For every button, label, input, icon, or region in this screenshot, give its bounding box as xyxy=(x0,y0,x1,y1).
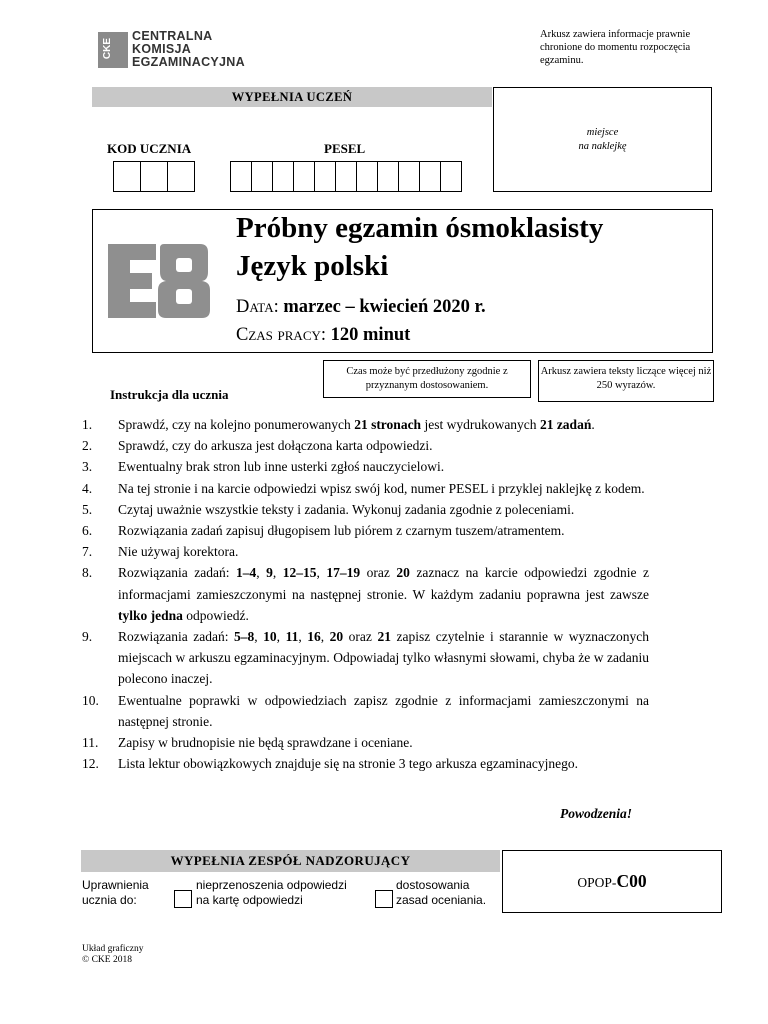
instruction-item xyxy=(82,541,649,562)
exam-title: Próbny egzamin ósmoklasisty xyxy=(236,212,604,244)
instruction-number: 12. xyxy=(82,756,99,772)
instruction-item xyxy=(82,690,649,732)
pesel-digit-box[interactable] xyxy=(251,161,273,192)
cke-logo-mark: CKE xyxy=(98,32,128,68)
instruction-text: Ewentualne poprawki w odpowiedziach zapisz zgodnie z informacjami zamieszczonymi na następnej stronie. xyxy=(118,692,649,729)
instruction-number: 3. xyxy=(82,459,93,475)
pesel-label: PESEL xyxy=(324,141,366,156)
instruction-text: Nie używaj korektora. xyxy=(118,544,239,560)
instruction-item xyxy=(82,456,649,477)
instruction-text: Rozwiązania zadań: 5–8, 10, 11, 16, 20 oraz 21 zapisz czytelnie i starannie w wyznaczonych miejscach w arkuszu egzaminacyjnym. Odpowiadaj tylko własnymi słowami, chyba że w zadaniu polecono inaczej. xyxy=(118,629,649,687)
instruction-item xyxy=(82,732,649,753)
instruction-text: Na tej stronie i na karcie odpowiedzi wpisz swój kod, numer PESEL i przyklej naklejkę z kodem. xyxy=(118,480,645,496)
code-digit-box[interactable] xyxy=(167,161,195,192)
instruction-number: 2. xyxy=(82,438,93,454)
exam-date: Data: marzec – kwiecień 2020 r. xyxy=(236,297,486,317)
no-transfer-label: nieprzenoszenia odpowiedzi na kartę odpowiedzi xyxy=(196,878,347,907)
student-code-label: KOD UCZNIA xyxy=(107,141,192,156)
instruction-item xyxy=(82,435,649,456)
exam-duration: Czas pracy: 120 minut xyxy=(236,325,411,345)
instruction-number: 8. xyxy=(82,565,93,581)
instruction-number: 6. xyxy=(82,523,93,539)
instruction-item xyxy=(82,478,649,499)
pesel-digit-box[interactable] xyxy=(419,161,441,192)
text-length-note: Arkusz zawiera teksty liczące więcej niż 250 wyrazów. xyxy=(538,360,714,402)
exam-code-box: OPOP-C00 xyxy=(502,850,722,913)
pesel-digit-box[interactable] xyxy=(398,161,420,192)
instruction-number: 1. xyxy=(82,417,93,432)
no-transfer-checkbox[interactable] xyxy=(174,890,192,908)
exam-subject: Język polski xyxy=(236,250,389,282)
e8-logo-icon xyxy=(108,244,212,318)
supervisor-section-bar: WYPEŁNIA ZESPÓŁ NADZORUJĄCY xyxy=(81,850,500,872)
adjusted-grading-label: dostosowania zasad oceniania. xyxy=(396,878,487,907)
footer-credit: Układ graficzny © CKE 2018 xyxy=(82,944,144,965)
cke-logo-text: CENTRALNA KOMISJA EGZAMINACYJNA xyxy=(132,29,245,69)
pesel-digit-box[interactable] xyxy=(377,161,399,192)
instruction-number: 4. xyxy=(82,480,93,496)
instruction-number: 5. xyxy=(82,501,93,517)
instruction-number: 10. xyxy=(82,692,99,708)
instruction-item xyxy=(82,520,649,541)
instruction-item xyxy=(82,414,649,435)
instruction-item xyxy=(82,562,649,626)
instruction-item xyxy=(82,753,649,774)
instruction-text: Ewentualny brak stron lub inne usterki zgłoś nauczycielowi. xyxy=(118,459,445,475)
legal-note: Arkusz zawiera informacje prawnie chronione do momentu rozpoczęcia egzaminu. xyxy=(540,29,691,66)
instruction-number: 9. xyxy=(82,629,93,645)
instruction-text: Lista lektur obowiązkowych znajduje się na stronie 3 tego arkusza egzaminacyjnego. xyxy=(118,756,578,772)
instruction-text: Sprawdź, czy do arkusza jest dołączona karta odpowiedzi. xyxy=(118,438,433,454)
student-rights-label: Uprawnienia ucznia do: xyxy=(82,878,149,907)
code-digit-box[interactable] xyxy=(140,161,168,192)
student-code-field[interactable] xyxy=(114,161,195,192)
instruction-text: Rozwiązania zadań: 1–4, 9, 12–15, 17–19 oraz 20 zaznacz na karcie odpowiedzi zgodnie z informacjami zamieszczonymi na następnej stronie. W każdym zadaniu poprawna jest zawsze tylko jedna odpowiedź. xyxy=(118,565,650,623)
instruction-number: 7. xyxy=(82,544,93,560)
instruction-text: Czytaj uważnie wszystkie teksty i zadania. Wykonuj zadania zgodnie z poleceniami. xyxy=(118,501,575,517)
pesel-field[interactable] xyxy=(231,161,462,192)
adjusted-grading-checkbox[interactable] xyxy=(375,890,393,908)
instruction-text: Sprawdź, czy na kolejno ponumerowanych 21 stronach jest wydrukowanych 21 zadań. xyxy=(118,417,595,432)
instruction-text: Zapisy w brudnopisie nie będą sprawdzane i oceniane. xyxy=(118,735,413,751)
instruction-number: 11. xyxy=(82,735,99,751)
instruction-item xyxy=(82,626,649,690)
instructions-list xyxy=(82,414,649,774)
sticker-area: miejsce na naklejkę xyxy=(493,87,712,192)
student-section-bar: WYPEŁNIA UCZEŃ xyxy=(92,87,492,107)
pesel-digit-box[interactable] xyxy=(335,161,357,192)
pesel-digit-box[interactable] xyxy=(356,161,378,192)
good-luck-text: Powodzenia! xyxy=(560,806,633,821)
code-digit-box[interactable] xyxy=(113,161,141,192)
instruction-item xyxy=(82,499,649,520)
pesel-digit-box[interactable] xyxy=(440,161,462,192)
pesel-digit-box[interactable] xyxy=(272,161,294,192)
pesel-digit-box[interactable] xyxy=(314,161,336,192)
pesel-digit-box[interactable] xyxy=(230,161,252,192)
instruction-text: Rozwiązania zadań zapisuj długopisem lub piórem z czarnym tuszem/atramentem. xyxy=(118,523,565,539)
extension-note: Czas może być przedłużony zgodnie z przyznanym dostosowaniem. xyxy=(323,360,531,398)
pesel-digit-box[interactable] xyxy=(293,161,315,192)
instructions-heading: Instrukcja dla ucznia xyxy=(110,387,229,402)
